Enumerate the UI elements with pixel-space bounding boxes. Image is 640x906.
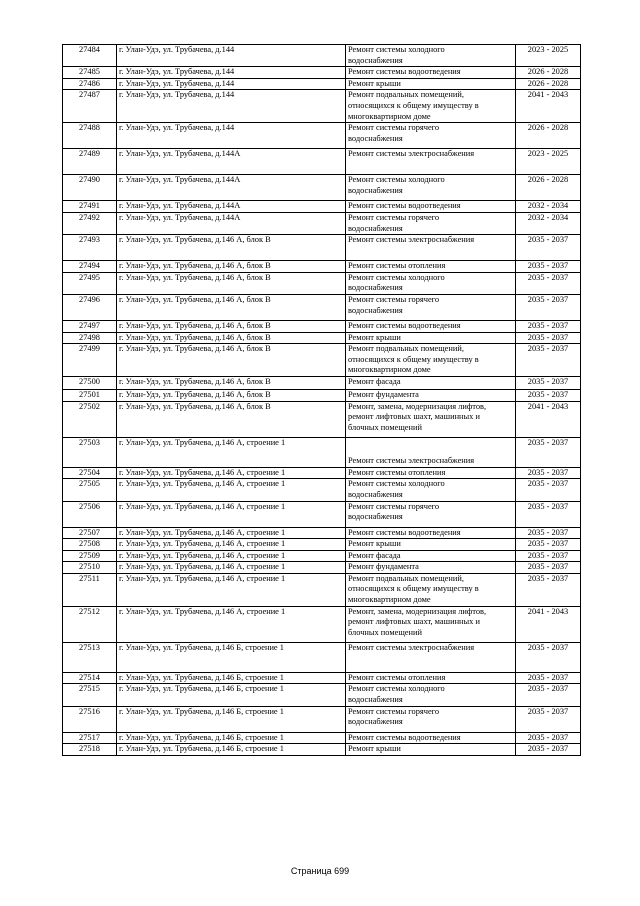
work-type-line: водоснабжения bbox=[348, 133, 403, 143]
work-type-line: водоснабжения bbox=[348, 695, 403, 705]
work-type-cell bbox=[346, 272, 516, 294]
row-number-cell: 27493 bbox=[63, 235, 117, 261]
period-cell: 2035 - 2037 bbox=[516, 550, 581, 562]
row-number-cell: 27495 bbox=[63, 272, 117, 294]
work-type-line: Ремонт подвальных помещений, bbox=[348, 344, 464, 354]
work-type-line: блочных помещений bbox=[348, 628, 422, 638]
table-row bbox=[63, 149, 581, 175]
work-type-cell bbox=[346, 344, 516, 377]
address-cell: г. Улан-Удэ, ул. Трубачева, д.146 А, блок В bbox=[117, 320, 346, 332]
period-cell: 2035 - 2037 bbox=[516, 527, 581, 539]
address-cell: г. Улан-Удэ, ул. Трубачева, д.146 Б, строение 1 bbox=[117, 744, 346, 756]
row-number-cell: 27504 bbox=[63, 467, 117, 479]
period-cell: 2026 - 2028 bbox=[516, 67, 581, 79]
address-cell: г. Улан-Удэ, ул. Трубачева, д.146 А, строение 1 bbox=[117, 479, 346, 501]
period-cell: 2035 - 2037 bbox=[516, 706, 581, 732]
work-type-cell bbox=[346, 437, 516, 467]
period-cell: 2035 - 2037 bbox=[516, 320, 581, 332]
works-table-body bbox=[63, 45, 581, 756]
address-cell: г. Улан-Удэ, ул. Трубачева, д.146 А, строение 1 bbox=[117, 550, 346, 562]
work-type-cell bbox=[346, 401, 516, 437]
period-cell: 2035 - 2037 bbox=[516, 332, 581, 344]
period-cell: 2035 - 2037 bbox=[516, 390, 581, 402]
address-cell: г. Улан-Удэ, ул. Трубачева, д.146 Б, строение 1 bbox=[117, 642, 346, 672]
address-cell: г. Улан-Удэ, ул. Трубачева, д.144 bbox=[117, 123, 346, 149]
page-number: Страница 699 bbox=[290, 866, 350, 876]
address-cell: г. Улан-Удэ, ул. Трубачева, д.144 bbox=[117, 45, 346, 67]
work-type-cell bbox=[346, 562, 516, 574]
work-type-line: водоснабжения bbox=[348, 305, 403, 315]
table-row bbox=[63, 235, 581, 261]
table-row bbox=[63, 294, 581, 320]
work-type-cell bbox=[346, 527, 516, 539]
row-number-cell: 27511 bbox=[63, 573, 117, 606]
row-number-cell: 27484 bbox=[63, 45, 117, 67]
address-cell: г. Улан-Удэ, ул. Трубачева, д.146 А, блок В bbox=[117, 235, 346, 261]
address-cell: г. Улан-Удэ, ул. Трубачева, д.144 bbox=[117, 78, 346, 90]
table-row bbox=[63, 706, 581, 732]
table-row bbox=[63, 501, 581, 527]
address-cell: г. Улан-Удэ, ул. Трубачева, д.146 А, строение 1 bbox=[117, 501, 346, 527]
work-type-line: Ремонт системы электроснабжения bbox=[348, 456, 475, 466]
work-type-line: Ремонт, замена, модернизация лифтов, bbox=[348, 401, 487, 411]
table-row bbox=[63, 437, 581, 467]
period-cell: 2041 - 2043 bbox=[516, 606, 581, 642]
table-row bbox=[63, 606, 581, 642]
address-cell: г. Улан-Удэ, ул. Трубачева, д.144А bbox=[117, 201, 346, 213]
work-type-cell bbox=[346, 606, 516, 642]
work-type-cell bbox=[346, 123, 516, 149]
row-number-cell: 27514 bbox=[63, 672, 117, 684]
row-number-cell: 27497 bbox=[63, 320, 117, 332]
row-number-cell: 27510 bbox=[63, 562, 117, 574]
work-type-line: многоквартирном доме bbox=[348, 365, 431, 375]
work-type-line: Ремонт системы водоотведения bbox=[348, 67, 461, 77]
work-type-cell bbox=[346, 320, 516, 332]
work-type-cell bbox=[346, 706, 516, 732]
work-type-cell bbox=[346, 294, 516, 320]
address-cell: г. Улан-Удэ, ул. Трубачева, д.146 А, блок В bbox=[117, 377, 346, 390]
period-cell: 2035 - 2037 bbox=[516, 501, 581, 527]
table-row bbox=[63, 78, 581, 90]
work-type-cell bbox=[346, 573, 516, 606]
work-type-line: Ремонт системы горячего bbox=[348, 123, 440, 133]
page-footer bbox=[0, 866, 640, 876]
row-number-cell: 27502 bbox=[63, 401, 117, 437]
table-row bbox=[63, 320, 581, 332]
address-cell: г. Улан-Удэ, ул. Трубачева, д.146 А, блок В bbox=[117, 272, 346, 294]
address-cell: г. Улан-Удэ, ул. Трубачева, д.146 Б, строение 1 bbox=[117, 706, 346, 732]
work-type-line: водоснабжения bbox=[348, 55, 403, 65]
period-cell: 2035 - 2037 bbox=[516, 344, 581, 377]
work-type-line: Ремонт системы горячего bbox=[348, 706, 440, 716]
row-number-cell: 27507 bbox=[63, 527, 117, 539]
row-number-cell: 27518 bbox=[63, 744, 117, 756]
table-row bbox=[63, 272, 581, 294]
work-type-line: ремонт лифтовых шахт, машинных и bbox=[348, 617, 480, 627]
work-type-line: водоснабжения bbox=[348, 185, 403, 195]
period-cell: 2023 - 2025 bbox=[516, 149, 581, 175]
period-cell: 2035 - 2037 bbox=[516, 261, 581, 273]
row-number-cell: 27505 bbox=[63, 479, 117, 501]
address-cell: г. Улан-Удэ, ул. Трубачева, д.146 Б, строение 1 bbox=[117, 672, 346, 684]
period-cell: 2035 - 2037 bbox=[516, 562, 581, 574]
work-type-cell bbox=[346, 744, 516, 756]
work-type-cell bbox=[346, 201, 516, 213]
work-type-line: водоснабжения bbox=[348, 512, 403, 522]
work-type-cell bbox=[346, 479, 516, 501]
work-type-line: Ремонт системы электроснабжения bbox=[348, 149, 475, 159]
row-number-cell: 27503 bbox=[63, 437, 117, 467]
row-number-cell: 27485 bbox=[63, 67, 117, 79]
work-type-cell bbox=[346, 539, 516, 551]
table-row bbox=[63, 732, 581, 744]
work-type-line: Ремонт системы холодного bbox=[348, 175, 445, 185]
row-number-cell: 27508 bbox=[63, 539, 117, 551]
work-type-line: Ремонт системы горячего bbox=[348, 212, 440, 222]
work-type-cell bbox=[346, 212, 516, 234]
works-table bbox=[62, 44, 581, 756]
work-type-cell bbox=[346, 175, 516, 201]
work-type-line: относящихся к общему имуществу в bbox=[348, 584, 479, 594]
work-type-line: водоснабжения bbox=[348, 283, 403, 293]
row-number-cell: 27501 bbox=[63, 390, 117, 402]
work-type-cell bbox=[346, 390, 516, 402]
work-type-line: водоснабжения bbox=[348, 489, 403, 499]
row-number-cell: 27494 bbox=[63, 261, 117, 273]
period-cell: 2035 - 2037 bbox=[516, 672, 581, 684]
work-type-line: Ремонт системы электроснабжения bbox=[348, 642, 475, 652]
work-type-line: Ремонт фундамента bbox=[348, 390, 419, 400]
work-type-line: Ремонт фундамента bbox=[348, 562, 419, 572]
work-type-cell bbox=[346, 642, 516, 672]
address-cell: г. Улан-Удэ, ул. Трубачева, д.146 А, блок В bbox=[117, 344, 346, 377]
table-row bbox=[63, 684, 581, 706]
row-number-cell: 27487 bbox=[63, 90, 117, 123]
table-row bbox=[63, 539, 581, 551]
work-type-line: Ремонт системы холодного bbox=[348, 479, 445, 489]
work-type-line: Ремонт, замена, модернизация лифтов, bbox=[348, 606, 487, 616]
row-number-cell: 27496 bbox=[63, 294, 117, 320]
address-cell: г. Улан-Удэ, ул. Трубачева, д.146 А, строение 1 bbox=[117, 437, 346, 467]
row-number-cell: 27490 bbox=[63, 175, 117, 201]
work-type-line: Ремонт подвальных помещений, bbox=[348, 573, 464, 583]
address-cell: г. Улан-Удэ, ул. Трубачева, д.146 А, блок В bbox=[117, 261, 346, 273]
work-type-line: многоквартирном доме bbox=[348, 111, 431, 121]
table-row bbox=[63, 527, 581, 539]
row-number-cell: 27500 bbox=[63, 377, 117, 390]
address-cell: г. Улан-Удэ, ул. Трубачева, д.146 А, блок В bbox=[117, 390, 346, 402]
work-type-line: блочных помещений bbox=[348, 422, 422, 432]
period-cell: 2041 - 2043 bbox=[516, 90, 581, 123]
table-row bbox=[63, 467, 581, 479]
table-row bbox=[63, 550, 581, 562]
work-type-line: относящихся к общему имуществу в bbox=[348, 354, 479, 364]
period-cell: 2035 - 2037 bbox=[516, 235, 581, 261]
work-type-cell bbox=[346, 261, 516, 273]
address-cell: г. Улан-Удэ, ул. Трубачева, д.144А bbox=[117, 175, 346, 201]
row-number-cell: 27513 bbox=[63, 642, 117, 672]
table-row bbox=[63, 45, 581, 67]
table-row bbox=[63, 123, 581, 149]
period-cell: 2035 - 2037 bbox=[516, 684, 581, 706]
address-cell: г. Улан-Удэ, ул. Трубачева, д.146 А, строение 1 bbox=[117, 573, 346, 606]
table-row bbox=[63, 201, 581, 213]
period-cell: 2026 - 2028 bbox=[516, 78, 581, 90]
work-type-line: Ремонт системы холодного bbox=[348, 45, 445, 54]
address-cell: г. Улан-Удэ, ул. Трубачева, д.146 А, блок В bbox=[117, 401, 346, 437]
table-row bbox=[63, 672, 581, 684]
row-number-cell: 27516 bbox=[63, 706, 117, 732]
row-number-cell: 27499 bbox=[63, 344, 117, 377]
work-type-line: Ремонт системы отопления bbox=[348, 672, 446, 682]
table-row bbox=[63, 377, 581, 390]
row-number-cell: 27488 bbox=[63, 123, 117, 149]
work-type-line: Ремонт подвальных помещений, bbox=[348, 90, 464, 100]
work-type-cell bbox=[346, 45, 516, 67]
period-cell: 2035 - 2037 bbox=[516, 377, 581, 390]
period-cell: 2035 - 2037 bbox=[516, 539, 581, 551]
work-type-cell bbox=[346, 377, 516, 390]
work-type-cell bbox=[346, 235, 516, 261]
row-number-cell: 27509 bbox=[63, 550, 117, 562]
period-cell: 2035 - 2037 bbox=[516, 642, 581, 672]
work-type-cell bbox=[346, 149, 516, 175]
address-cell: г. Улан-Удэ, ул. Трубачева, д.146 А, блок В bbox=[117, 294, 346, 320]
work-type-line: Ремонт системы холодного bbox=[348, 272, 445, 282]
row-number-cell: 27517 bbox=[63, 732, 117, 744]
row-number-cell: 27515 bbox=[63, 684, 117, 706]
period-cell: 2032 - 2034 bbox=[516, 212, 581, 234]
work-type-line: водоснабжения bbox=[348, 717, 403, 727]
work-type-line: Ремонт системы водоотведения bbox=[348, 732, 461, 742]
work-type-line: Ремонт системы водоотведения bbox=[348, 201, 461, 211]
address-cell: г. Улан-Удэ, ул. Трубачева, д.146 Б, строение 1 bbox=[117, 684, 346, 706]
work-type-line: Ремонт системы водоотведения bbox=[348, 320, 461, 330]
period-cell: 2035 - 2037 bbox=[516, 573, 581, 606]
work-type-line: Ремонт крыши bbox=[348, 539, 401, 549]
work-type-line: относящихся к общему имуществу в bbox=[348, 100, 479, 110]
work-type-cell bbox=[346, 332, 516, 344]
row-number-cell: 27489 bbox=[63, 149, 117, 175]
address-cell: г. Улан-Удэ, ул. Трубачева, д.146 А, строение 1 bbox=[117, 562, 346, 574]
table-row bbox=[63, 479, 581, 501]
work-type-cell bbox=[346, 467, 516, 479]
work-type-line: ремонт лифтовых шахт, машинных и bbox=[348, 412, 480, 422]
table-row bbox=[63, 573, 581, 606]
address-cell: г. Улан-Удэ, ул. Трубачева, д.146 А, строение 1 bbox=[117, 606, 346, 642]
address-cell: г. Улан-Удэ, ул. Трубачева, д.146 А, строение 1 bbox=[117, 467, 346, 479]
work-type-line: Ремонт системы горячего bbox=[348, 294, 440, 304]
address-cell: г. Улан-Удэ, ул. Трубачева, д.144А bbox=[117, 212, 346, 234]
table-row bbox=[63, 90, 581, 123]
work-type-line: Ремонт системы горячего bbox=[348, 501, 440, 511]
period-cell: 2041 - 2043 bbox=[516, 401, 581, 437]
period-cell: 2035 - 2037 bbox=[516, 294, 581, 320]
row-number-cell: 27492 bbox=[63, 212, 117, 234]
period-cell: 2026 - 2028 bbox=[516, 123, 581, 149]
work-type-line: Ремонт крыши bbox=[348, 78, 401, 88]
work-type-cell bbox=[346, 684, 516, 706]
work-type-line: Ремонт крыши bbox=[348, 332, 401, 342]
address-cell: г. Улан-Удэ, ул. Трубачева, д.146 Б, строение 1 bbox=[117, 732, 346, 744]
row-number-cell: 27506 bbox=[63, 501, 117, 527]
row-number-cell: 27486 bbox=[63, 78, 117, 90]
table-row bbox=[63, 562, 581, 574]
address-cell: г. Улан-Удэ, ул. Трубачева, д.146 А, блок В bbox=[117, 332, 346, 344]
period-cell: 2035 - 2037 bbox=[516, 479, 581, 501]
work-type-cell bbox=[346, 550, 516, 562]
table-row bbox=[63, 401, 581, 437]
work-type-line: Ремонт фасада bbox=[348, 377, 401, 387]
work-type-line: Ремонт системы холодного bbox=[348, 684, 445, 694]
period-cell: 2035 - 2037 bbox=[516, 467, 581, 479]
table-row bbox=[63, 642, 581, 672]
work-type-cell bbox=[346, 501, 516, 527]
work-type-cell bbox=[346, 90, 516, 123]
period-cell: 2035 - 2037 bbox=[516, 437, 581, 467]
work-type-cell bbox=[346, 78, 516, 90]
period-cell: 2032 - 2034 bbox=[516, 201, 581, 213]
work-type-line: Ремонт системы водоотведения bbox=[348, 527, 461, 537]
work-type-cell bbox=[346, 672, 516, 684]
address-cell: г. Улан-Удэ, ул. Трубачева, д.146 А, строение 1 bbox=[117, 539, 346, 551]
work-type-line: водоснабжения bbox=[348, 223, 403, 233]
table-row bbox=[63, 744, 581, 756]
table-row bbox=[63, 212, 581, 234]
work-type-line: Ремонт фасада bbox=[348, 550, 401, 560]
work-type-cell bbox=[346, 67, 516, 79]
table-row bbox=[63, 332, 581, 344]
work-type-line: Ремонт системы электроснабжения bbox=[348, 235, 475, 245]
period-cell: 2023 - 2025 bbox=[516, 45, 581, 67]
row-number-cell: 27498 bbox=[63, 332, 117, 344]
row-number-cell: 27512 bbox=[63, 606, 117, 642]
period-cell: 2035 - 2037 bbox=[516, 732, 581, 744]
address-cell: г. Улан-Удэ, ул. Трубачева, д.144 bbox=[117, 67, 346, 79]
period-cell: 2035 - 2037 bbox=[516, 744, 581, 756]
address-cell: г. Улан-Удэ, ул. Трубачева, д.144А bbox=[117, 149, 346, 175]
table-row bbox=[63, 344, 581, 377]
period-cell: 2026 - 2028 bbox=[516, 175, 581, 201]
address-cell: г. Улан-Удэ, ул. Трубачева, д.146 А, строение 1 bbox=[117, 527, 346, 539]
work-type-cell bbox=[346, 732, 516, 744]
period-cell: 2035 - 2037 bbox=[516, 272, 581, 294]
work-type-line: Ремонт системы отопления bbox=[348, 261, 446, 271]
row-number-cell: 27491 bbox=[63, 201, 117, 213]
table-row bbox=[63, 67, 581, 79]
table-row bbox=[63, 175, 581, 201]
work-type-line: многоквартирном доме bbox=[348, 595, 431, 605]
work-type-line: Ремонт крыши bbox=[348, 744, 401, 754]
table-row bbox=[63, 390, 581, 402]
address-cell: г. Улан-Удэ, ул. Трубачева, д.144 bbox=[117, 90, 346, 123]
work-type-line: Ремонт системы отопления bbox=[348, 467, 446, 477]
table-row bbox=[63, 261, 581, 273]
